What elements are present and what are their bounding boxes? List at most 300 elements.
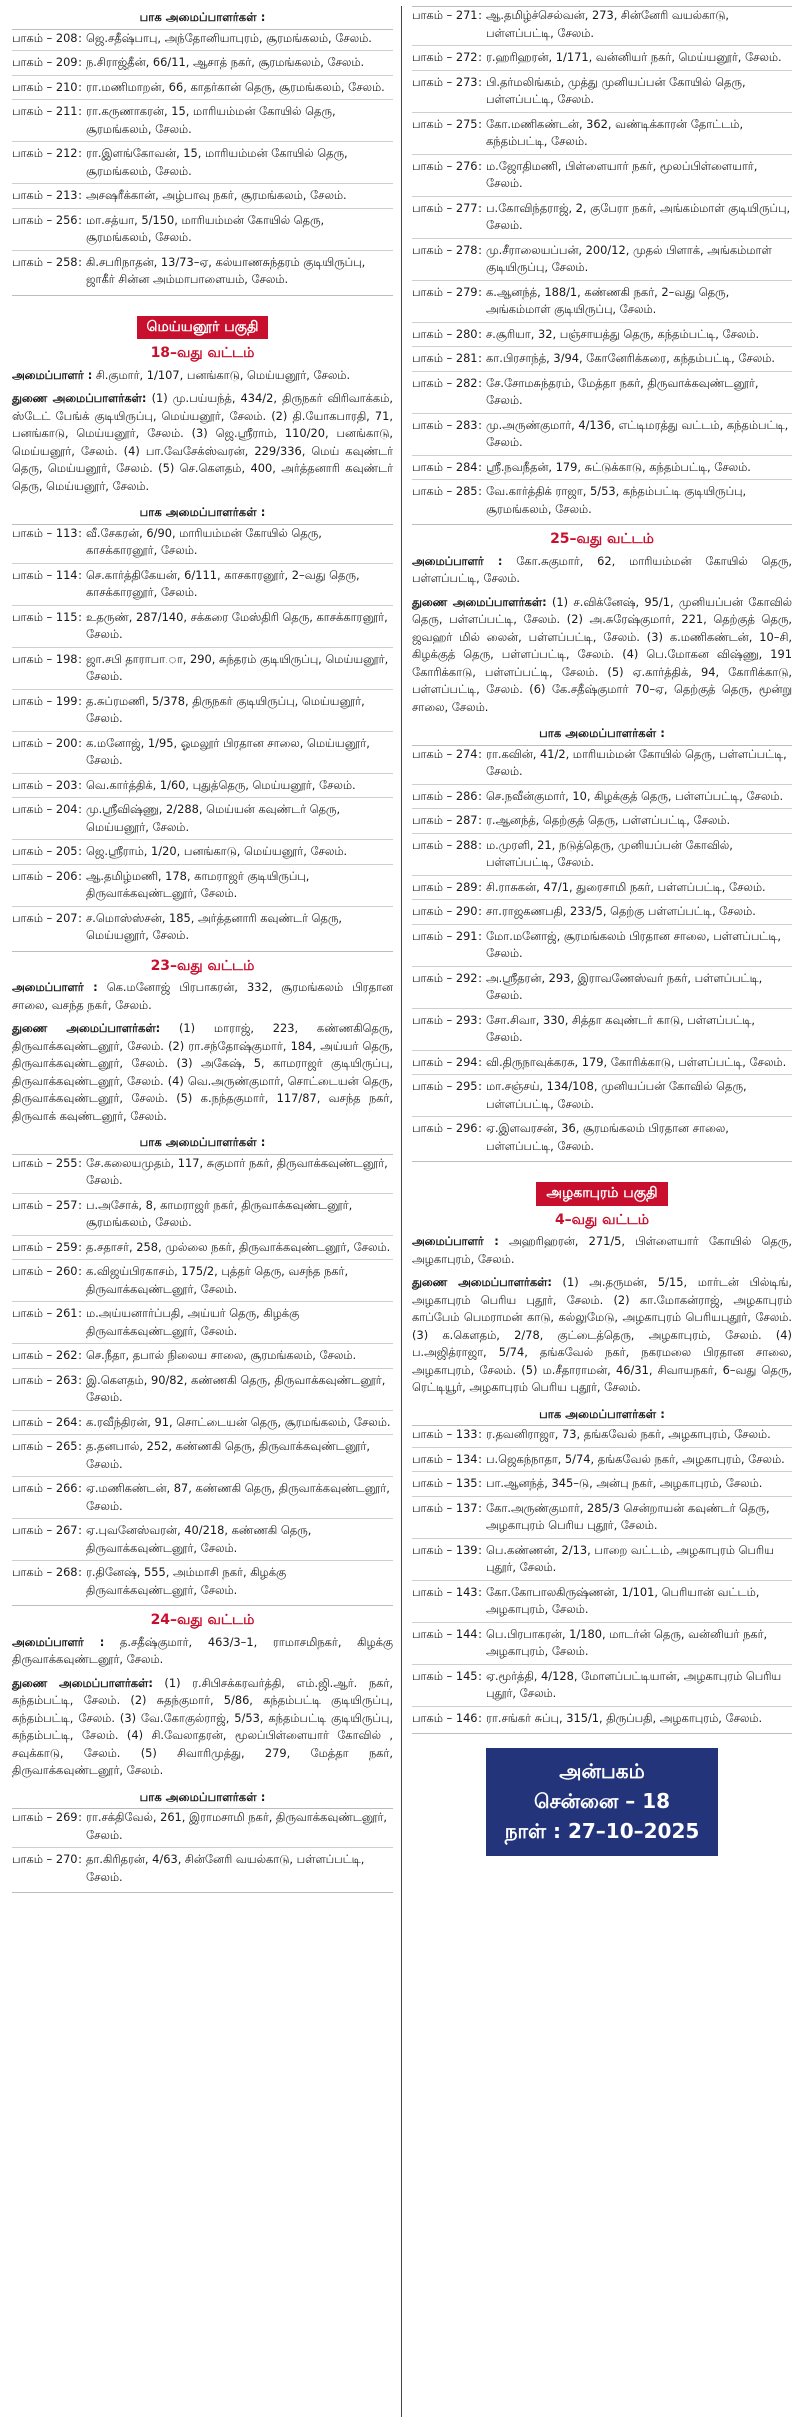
entry-row [412,284,792,323]
entry-row [412,459,792,481]
entry-colon: : [478,1079,482,1093]
deputies-paragraph [412,594,792,717]
entry-number: பாகம் – 139 [412,1542,478,1557]
entry-row [412,970,792,1009]
entry-text: ரா.இளங்கோவன், 15, மாரியம்மன் கோயில் தெரு, சூரமங்கலம், சேலம். [86,146,348,178]
entry-text: ச.சூரியா, 32, பஞ்சாயத்து தெரு, கந்தம்பட்டி, சேலம். [486,326,760,341]
entry-number: பாகம் – 284 [412,459,478,474]
entry-colon: : [478,50,482,64]
entry-colon: : [478,837,482,852]
footer-office: அன்பகம் [559,1759,645,1783]
entry-number: பாகம் – 208 [12,30,78,45]
entry-colon: : [478,788,482,803]
entry-number: பாகம் – 199 [12,693,78,708]
entry-text: சே.சோமசுந்தரம், மேத்தா நகர், திருவாக்கவுண்டனூர், சேலம். [486,375,759,407]
entry-text: இ.கௌதம், 90/82, கண்ணகி தெரு, திருவாக்கவுண்டனூர், சேலம். [86,1372,386,1404]
deputies-label: துணை அமைப்பாளர்கள்: [12,1021,161,1035]
entry-text: வே.கார்த்திக் ராஜா, 5/53, கந்தம்பட்டி குடியிருப்பு, சூரமங்கலம், சேலம். [486,484,747,516]
entry-number: பாகம் – 278 [412,242,478,257]
entry-number: பாகம் – 268 [12,1565,78,1579]
entry-text: அசஷரீக்கான், அழ்பாவு நகர், சூரமங்கலம், சேலம். [86,188,347,202]
entry-number: பாகம் – 259 [12,1239,78,1254]
entry-number: பாகம் – 204 [12,802,78,816]
entry-number: பாகம் – 211 [12,104,78,118]
entry-number: பாகம் – 291 [412,928,478,943]
entry-text: மு.சீராலையப்பன், 200/12, முதல் பிளாக், அங்கம்மாள் குடியிருப்பு, சேலம். [486,242,772,274]
organizer-text: த.சதீஷ்குமார், 463/3–1, ராமாசமிநகர், கிழக்கு திருவாக்கவுண்டனூர், சேலம். [12,1634,393,1666]
entry-list [412,745,792,1163]
entry-number: பாகம் – 270 [12,1852,78,1866]
entry-number: பாகம் – 272 [412,50,478,64]
organizer-label: அமைப்பாளர் : [412,553,503,568]
entry-text: சி.ராசுகன், 47/1, துரைசாமி நகர், பள்ளப்பட்டி, சேலம். [486,879,766,894]
entry-row [412,74,792,113]
entry-number: பாகம் – 293 [412,1012,478,1027]
entry-number: பாகம் – 265 [12,1439,78,1453]
entry-text: கா.பிரசாந்த், 3/94, கோனேரிக்கரை, கந்தம்பட்டி, சேலம். [486,351,775,365]
organizer-label: அமைப்பாளர் : [412,1234,499,1248]
entry-text: பெ.பிரபாகரன், 1/180, மாடர்ன் தெரு, வன்னியர் நகர், அழகாபுரம், சேலம். [486,1626,768,1658]
entry-list [12,1154,393,1607]
entry-row [12,843,393,865]
entry-text: ர.தவனிராஜா, 73, தங்கவேல் நகர், அழகாபுரம், சேலம். [486,1427,771,1441]
entry-text: ஏ.இளவரசன், 36, சூரமங்கலம் பிரதான சாலை, பள்ளப்பட்டி, சேலம். [486,1121,729,1153]
entry-row [412,200,792,239]
entry-text: ர.ஆனந்த், தெற்குத் தெரு, பள்ளப்பட்டி, சேலம். [486,813,731,827]
entry-colon: : [78,1565,82,1579]
entry-text: உதருண், 287/140, சக்கரை மேஸ்திரி தெரு, காசக்காரனூர், சேலம். [86,609,388,641]
entry-colon: : [478,484,482,498]
entry-row [12,735,393,774]
entry-row [12,651,393,690]
entry-colon: : [478,1476,482,1490]
entry-row [412,242,792,281]
organizer-label: அமைப்பாளர் : [12,1634,105,1649]
entry-text: க.விஜய்பிரகாசம், 175/2, புத்தர் தெரு, வசந்த நகர், திருவாக்கவுண்டனூர், சேலம். [86,1264,349,1296]
entry-number: பாகம் – 275 [412,116,478,131]
entry-number: பாகம் – 276 [412,158,478,173]
entry-number: பாகம் – 289 [412,879,478,894]
entry-row [412,903,792,925]
entry-number: பாகம் – 261 [12,1306,78,1320]
entry-number: பாகம் – 267 [12,1523,78,1537]
section-header: பாக அமைப்பாளர்கள் : [139,1789,266,1804]
right-column [402,6,792,2417]
ward-title: 24–வது வட்டம் [150,1612,255,1628]
entry-text: த.சுப்ரமணி, 5/378, திருநகர் குடியிருப்பு, மெய்யனூர், சேலம். [86,693,365,725]
entry-text: ரா.மணிமாறன், 66, காதர்கான் தெரு, சூரமங்கலம், சேலம். [86,79,385,94]
entry-text: கி.சபரிநாதன், 13/73–ஏ, கல்யாணசுந்தரம் குடியிருப்பு, ஜாகீர் சின்ன அம்மாபாளையம், சேலம். [86,254,366,286]
entry-colon: : [478,813,482,827]
entry-number: பாகம் – 294 [412,1054,478,1069]
entry-number: பாகம் – 277 [412,200,478,215]
organizer-text: கெ.மனோஜ் பிரபாகரன், 332, சூரமங்கலம் பிரதான சாலை, வசந்த நகர், சேலம். [12,980,393,1012]
entry-text: ப.கோவிந்தராஜ், 2, குபேரா நகர், அங்கம்மாள் குடியிருப்பு, சேலம். [486,200,791,232]
section-header: பாக அமைப்பாளர்கள் : [539,1406,665,1421]
entry-text: ப.ஜெகந்நாதா, 5/74, தங்கவேல் நகர், அழகாபுரம், சேலம். [486,1451,785,1466]
entry-row [12,801,393,840]
entry-colon: : [78,104,82,118]
organizer-text: சி.குமார், 1/107, பனங்காடு, மெய்யனூர், சேலம். [92,367,351,382]
entry-number: பாகம் – 274 [412,746,478,761]
entry-text: ம.அய்யனார்ப்பதி, அய்யர் தெரு, கிழக்கு திருவாக்கவுண்டனூர், சேலம். [86,1306,300,1338]
entry-number: பாகம் – 135 [412,1476,478,1490]
entry-number: பாகம் – 198 [12,651,78,666]
deputies-text: (1) அ.தருமன், 5/15, மார்டன் பில்டிங், அழகாபுரம் பெரிய புதூர், சேலம். (2) கா.மோகன்ராஜ், அழகாபுரம் காப்பேம் பெமராமன் காடு, கல்லுமேடு, அழகாபுரம் பெரியபுதூர், சேலம். (3) க.கௌதம், 2/78, குட்டைத்தெரு, அழகாபுரம், சேலம். (4) ப.அஜித்ராஜா, 5/74, தங்கவேல் நகர், நகரமலை பிரதான சாலை, அழகாபுரம், சேலம். (5) ம.சீதாராமன், 46/31, சிவாயநகர், 6–வது தெரு, ரெட்டியூர், அழகாபுரம் பெரிய புதூர், சேலம். [412,1275,792,1394]
entry-number: பாகம் – 286 [412,788,478,803]
entry-number: பாகம் – 279 [412,284,478,299]
entry-colon: : [478,1668,482,1683]
entry-text: பெ.கண்ணன், 2/13, பாறை வட்டம், அழகாபுரம் பெரிய புதூர், சேலம். [486,1542,774,1574]
region-heading: அழகாபுரம் பகுதி [536,1182,667,1206]
entry-colon: : [478,1626,482,1641]
entry-row [412,350,792,372]
entry-colon: : [478,158,482,173]
entry-colon: : [478,1451,482,1466]
entry-number: பாகம் – 115 [12,609,78,624]
entry-number: பாகம் – 290 [412,904,478,918]
entry-number: பாகம் – 146 [412,1710,478,1725]
entry-text: சே.கலையமுதம், 117, சுகுமார் நகர், திருவாக்கவுண்டனூர், சேலம். [86,1155,388,1187]
entry-colon: : [478,1427,482,1441]
deputies-text: (1) ச.விக்னேஷ், 95/1, முனியப்பன் கோவில் தெரு, பள்ளப்பட்டி, சேலம். (2) அ.சுரேஷ்குமார், 221, தெற்குத் தெரு, ஜவஹர் மில் லைன், பள்ளப்பட்டி, சேலம். (3) க.மணிகண்டன், 10–சி, கிழக்குத் தெரு, பள்ளப்பட்டி, சேலம். (4) பெ.மோகன விஷ்ணு, 191 கோரிக்காடு, பள்ளப்பட்டி, சேலம். (5) ஏ.கார்த்திக், 94, கோரிக்காடு, பள்ளப்பட்டி, சேலம். (6) கே.சதீஷ்குமார் 70–ஏ, தெற்குத் தெரு, மூன்று சாலை, சேலம். [412,594,792,714]
entry-number: பாகம் – 144 [412,1626,478,1641]
entry-row [12,1809,393,1848]
entry-number: பாகம் – 256 [12,212,78,227]
entry-row [412,49,792,71]
footer-city: சென்னை – 18 [533,1789,671,1813]
entry-text: ரா.கருணாகரன், 15, மாரியம்மன் கோயில் தெரு, சூரமங்கலம், சேலம். [86,104,336,136]
entry-row [12,1197,393,1236]
region-heading-wrap [12,316,393,340]
entry-colon: : [478,326,482,341]
entry-text: க.ரவீந்திரன், 91, சொட்டையன் தெரு, சூரமங்கலம், சேலம். [86,1414,391,1429]
entry-colon: : [478,1542,482,1557]
entry-row [12,868,393,907]
deputies-paragraph [12,1020,393,1125]
entry-text: வி.திருநாவுக்கரசு, 179, கோரிக்காடு, பள்ளப்பட்டி, சேலம். [486,1054,787,1069]
entry-text: ரா.கவின், 41/2, மாரியம்மன் கோயில் தெரு, பள்ளப்பட்டி, சேலம். [486,746,787,778]
organizer-paragraph [12,979,393,1014]
entry-colon: : [78,1852,82,1866]
footer-date: நாள் : 27–10–2025 [504,1819,700,1843]
entry-colon: : [478,1710,482,1725]
entry-colon: : [478,417,482,432]
entry-number: பாகம் – 137 [412,1500,478,1515]
entry-colon: : [78,868,82,883]
entry-row [12,1263,393,1302]
entry-row [12,1522,393,1561]
entry-row [412,1475,792,1497]
entry-text: ஆ.தமிழ்ச்செல்வன், 273, சின்னேரி வயல்காடு, பள்ளப்பட்டி, சேலம். [486,8,729,40]
entry-colon: : [78,1306,82,1320]
ward-title: 4–வது வட்டம் [554,1211,650,1228]
entry-number: பாகம் – 143 [412,1584,478,1599]
entry-colon: : [478,1584,482,1599]
entry-number: பாகம் – 287 [412,813,478,827]
entry-colon: : [78,651,82,666]
entry-number: பாகம் – 200 [12,735,78,750]
deputies-label: துணை அமைப்பாளர்கள்: [412,1275,552,1289]
entry-row [412,1668,792,1707]
entry-text: பி.தர்மலிங்கம், முத்து முனியப்பன் கோயில் தெரு, பள்ளப்பட்டி, சேலம். [486,74,746,106]
entry-text: ரா.சக்திவேல், 261, இராமசாமி நகர், திருவாக்கவுண்டனூர், சேலம். [86,1810,388,1842]
entry-text: ஏ.புவனேஸ்வரன், 40/218, கண்ணகி தெரு, திருவாக்கவுண்டனூர், சேலம். [86,1523,312,1555]
entry-row [12,254,393,292]
entry-text: கோ.மணிகண்டன், 362, வண்டிக்காரன் தோட்டம், கந்தம்பட்டி, சேலம். [486,116,744,148]
entry-list [12,1808,393,1893]
deputies-text: (1) மாராஜ், 223, கண்ணகிதெரு, திருவாக்கவுண்டனூர், சேலம். (2) ரா.சந்தோஷ்குமார், 184, அய்யர் தெரு, திருவாக்கவுண்டனூர், சேலம். (3) அகேஷ், 5, காமராஜர் குடியிருப்பு, திருவாக்கவுண்டனூர், சேலம். (4) வெ.அருண்குமார், சொட்டையன் தெரு, திருவாக்கவுண்டனூர், சேலம். (5) க.நந்தகுமார், 117/87, வசந்த நகர், திருவாக் கவுண்டனூர், சேலம். [12,1021,393,1123]
entry-colon: : [78,1439,82,1453]
entry-colon: : [78,30,82,45]
entry-row [12,54,393,76]
entry-colon: : [78,525,82,540]
organizer-paragraph [12,367,393,385]
entry-colon: : [478,904,482,918]
entry-text: த.சதாசர், 258, முல்லை நகர், திருவாக்கவுண்டனூர், சேலம். [86,1239,391,1254]
entry-number: பாகம் – 285 [412,484,478,498]
entry-text: ஜெ.சதீஷ்பாபு, அந்தோனியாபுரம், சூரமங்கலம், சேலம். [86,30,372,45]
entry-row [12,1564,393,1602]
entry-colon: : [478,116,482,131]
deputies-label: துணை அமைப்பாளர்கள்: [412,594,547,609]
entry-number: பாகம் – 288 [412,837,478,852]
entry-row [12,79,393,101]
organizer-paragraph [412,1233,792,1268]
entry-text: ஸ்ரீ.நவநீதன், 179, சுட்டுக்காடு, கந்தம்பட்டி, சேலம். [486,459,751,474]
entry-colon: : [478,375,482,390]
entry-number: பாகம் – 281 [412,351,478,365]
entry-number: பாகம் – 113 [12,525,78,540]
entry-number: பாகம் – 266 [12,1481,78,1495]
entry-number: பாகம் – 206 [12,868,78,883]
entry-colon: : [78,802,82,816]
entry-text: த.தனபால், 252, கண்ணகி தெரு, திருவாக்கவுண்டனூர், சேலம். [86,1439,370,1471]
entry-row [412,1054,792,1076]
entry-text: அ.ஸ்ரீதரன், 293, இராவணேஸ்வர் நகர், பள்ளப்பட்டி, சேலம். [486,970,763,1002]
entry-row [412,746,792,785]
entry-row [412,375,792,414]
entry-text: ரா.சங்கர் சுப்பு, 315/1, திருப்பதி, அழகாபுரம், சேலம். [486,1710,763,1725]
entry-number: பாகம் – 133 [412,1427,478,1441]
entry-colon: : [478,1121,482,1135]
entry-row [412,1426,792,1448]
entry-colon: : [478,928,482,943]
left-column [12,6,402,2417]
entry-number: பாகம் – 263 [12,1372,78,1387]
entry-colon: : [78,1348,82,1362]
ward-title: 25–வது வட்டம் [550,531,654,547]
entry-row [12,1851,393,1889]
entry-text: வீ.சேகரன், 6/90, மாரியம்மன் கோயில் தெரு, காசக்காரனூர், சேலம். [86,525,322,557]
entry-colon: : [78,55,82,69]
deputies-paragraph [12,1675,393,1780]
entry-text: மோ.மனோஜ், சூரமங்கலம் பிரதான சாலை, பள்ளப்பட்டி, சேலம். [486,928,782,960]
entry-colon: : [478,746,482,761]
entry-number: பாகம் – 203 [12,777,78,792]
entry-row [12,212,393,251]
entry-row [12,910,393,948]
entry-text: சோ.சிவா, 330, சித்தா கவுண்டர் காடு, பள்ளப்பட்டி, சேலம். [486,1012,755,1044]
entry-row [412,1012,792,1051]
entry-text: ப.அசோக், 8, காமராஜர் நகர், திருவாக்கவுண்டனூர், சூரமங்கலம், சேலம். [86,1197,353,1229]
entry-colon: : [78,609,82,624]
entry-number: பாகம் – 262 [12,1348,78,1362]
entry-colon: : [478,351,482,365]
entry-text: கோ.அருண்குமார், 285/3 சென்றாயன் கவுண்டர் தெரு, அழகாபுரம் பெரிய புதூர், சேலம். [486,1500,770,1532]
entry-row [12,609,393,648]
entry-text: மு.அருண்குமார், 4/136, எட்டிமரத்து வட்டம், கந்தம்பட்டி, சேலம். [486,417,789,449]
deputies-paragraph [12,390,393,495]
entry-colon: : [478,1012,482,1027]
entry-row [412,879,792,901]
section-header: பாக அமைப்பாளர்கள் : [139,10,266,24]
entry-colon: : [478,8,482,22]
entry-colon: : [78,1155,82,1170]
section-header: பாக அமைப்பாளர்கள் : [139,1135,266,1149]
entry-row [412,1584,792,1623]
entry-text: ந.சிராஜ்தீன், 66/11, ஆசாத் நகர், சூரமங்கலம், சேலம். [86,55,365,69]
entry-number: பாகம் – 282 [412,375,478,390]
deputies-paragraph [412,1274,792,1397]
entry-text: ஆ.தமிழ்மணி, 178, காமராஜர் குடியிருப்பு, திருவாக்கவுண்டனூர், சேலம். [86,868,310,900]
entry-list [412,1425,792,1734]
entry-number: பாகம் – 145 [412,1668,478,1683]
organizer-text: அஹரிஹரன், 271/5, பிள்ளையார் கோயில் தெரு, அழகாபுரம், சேலம். [412,1234,792,1266]
entry-row [12,103,393,142]
entry-row [12,1438,393,1477]
entry-row [12,693,393,732]
entry-row [12,1372,393,1411]
entry-row [412,326,792,348]
entry-colon: : [78,567,82,582]
entry-row [412,158,792,197]
entry-number: பாகம் – 269 [12,1810,78,1824]
entry-row [12,567,393,606]
entry-row [412,788,792,810]
entry-row [412,116,792,155]
entry-number: பாகம் – 210 [12,79,78,94]
entry-number: பாகம் – 134 [412,1451,478,1466]
entry-text: வெ.கார்த்திக், 1/60, புதுத்தெரு, மெய்யனூர், சேலம். [86,777,356,792]
entry-text: க.மனோஜ், 1/95, ஓமலூர் பிரதான சாலை, மெய்யனூர், சேலம். [86,735,370,767]
entry-colon: : [78,1810,82,1824]
entry-colon: : [78,79,82,94]
entry-number: பாகம் – 213 [12,188,78,202]
entry-text: ர.தினேஷ், 555, அம்மாசி நகர், கிழக்கு திருவாக்கவுண்டனூர், சேலம். [86,1565,287,1597]
organizer-paragraph [12,1634,393,1669]
entry-colon: : [478,74,482,89]
entry-row [412,1500,792,1539]
entry-colon: : [78,1481,82,1495]
section-header: பாக அமைப்பாளர்கள் : [139,505,266,519]
entry-number: பாகம் – 264 [12,1414,78,1429]
region-heading: மெய்யனூர் பகுதி [137,316,269,340]
entry-text: மா.சத்யா, 5/150, மாரியம்மன் கோயில் தெரு, சூரமங்கலம், சேலம். [86,212,325,244]
entry-row [12,1155,393,1194]
entry-text: ச.மொஸ்ஸ்சன், 185, அர்த்தனாரி கவுண்டர் தெரு, மெய்யனூர், சேலம். [86,910,343,942]
entry-row [412,1120,792,1158]
entry-text: செ.கார்த்திகேயன், 6/111, காசகாரனூர், 2–வது தெரு, காசக்காரனூர், சேலம். [86,567,360,599]
entry-text: ஏ.மூர்த்தி, 4/128, மோளப்பட்டியான், அழகாபுரம் பெரிய புதூர், சேலம். [486,1668,782,1700]
entry-colon: : [78,212,82,227]
entry-text: ஜெ.ஸ்ரீராம், 1/20, பனங்காடு, மெய்யனூர், சேலம். [86,844,348,858]
entry-text: ஜா.சபி தாராபா.ா, 290, சுந்தரம் குடியிருப்பு, மெய்யனூர், சேலம். [86,651,389,683]
ward-title: 18–வது வட்டம் [150,345,255,361]
deputies-label: துணை அமைப்பாளர்கள்: [12,391,147,405]
entry-row [412,837,792,876]
entry-colon: : [78,777,82,792]
entry-row [12,145,393,184]
entry-number: பாகம் – 292 [412,970,478,985]
entry-row [412,7,792,46]
entry-text: செ.நவீன்குமார், 10, கிழக்குத் தெரு, பள்ளப்பட்டி, சேலம். [486,788,784,803]
entry-text: மா.சஞ்சய், 134/108, முனியப்பன் கோவில் தெரு, பள்ளப்பட்டி, சேலம். [486,1079,747,1111]
entry-text: ம.ஜோதிமணி, பிள்ளையார் நகர், மூலப்பிள்ளையார், சேலம். [486,158,758,190]
entry-colon: : [78,254,82,269]
entry-colon: : [478,970,482,985]
section-header: பாக அமைப்பாளர்கள் : [539,726,665,740]
entry-list [12,29,393,296]
entry-text: ர.ஹரிஹரன், 1/171, வன்னியர் நகர், மெய்யனூர், சேலம். [486,50,782,64]
entry-colon: : [478,879,482,894]
entry-row [12,187,393,209]
entry-number: பாகம் – 212 [12,146,78,160]
entry-colon: : [478,284,482,299]
organizer-paragraph [412,553,792,588]
entry-colon: : [478,1500,482,1515]
entry-colon: : [78,146,82,160]
ward-title: 23–வது வட்டம் [150,957,255,974]
entry-row [12,1239,393,1261]
entry-row [12,1414,393,1436]
entry-text: செ.நீதா, தபால் நிலைய சாலை, சூரமங்கலம், சேலம். [86,1348,357,1362]
entry-colon: : [478,1054,482,1069]
region-heading-wrap [412,1182,792,1206]
deputies-text: (1) ர.சிபிசக்கரவர்த்தி, எம்.ஜி.ஆர். நகர், கந்தம்பட்டி, சேலம். (2) சுதந்குமார், 5/86, கந்தம்பட்டி குடியிருப்பு, கந்தம்பட்டி, சேலம். (3) வே.கோகுல்ராஜ், 5/53, கந்தம்பட்டி குடியிருப்பு, கந்தம்பட்டி, சேலம். (4) சி.வேலாதரன், மூலப்பிள்ளையார் கோவில் , சவுக்காடு, சேலம். (5) சிவாரிமுத்து, 279, மேத்தா நகர், திருவாக்கவுண்டனூர், சேலம். [12,1675,393,1777]
entry-number: பாகம் – 296 [412,1121,478,1135]
entry-number: பாகம் – 283 [412,417,478,432]
entry-text: தா.கிரிதரன், 4/63, சின்னேரி வயல்காடு, பள்ளப்பட்டி, சேலம். [86,1852,365,1884]
entry-row [412,812,792,834]
entry-text: சா.ராஜகணபதி, 233/5, தெற்கு பள்ளப்பட்டி, சேலம். [486,904,756,918]
entry-colon: : [78,1264,82,1278]
entry-number: பாகம் – 258 [12,254,78,269]
entry-row [12,1347,393,1369]
entry-row [412,1451,792,1473]
entry-colon: : [478,200,482,215]
entry-number: பாகம் – 114 [12,567,78,582]
entry-colon: : [78,1523,82,1537]
entry-row [12,1305,393,1344]
entry-colon: : [78,735,82,750]
entry-colon: : [78,1197,82,1212]
entry-row [412,1542,792,1581]
entry-number: பாகம் – 205 [12,844,78,858]
entry-row [412,1710,792,1731]
organizer-text: கோ.சுகுமார், 62, மாரியம்மன் கோயில் தெரு, பள்ளப்பட்டி, சேலம். [412,553,793,585]
entry-number: பாகம் – 257 [12,1197,78,1212]
footer-issuer-box [486,1748,718,1856]
entry-row [412,1078,792,1117]
entry-number: பாகம் – 280 [412,326,478,341]
entry-text: கோ.கோபாலகிருஷ்ணன், 1/101, பெரியான் வட்டம், அழகாபுரம், சேலம். [486,1584,760,1616]
entry-row [12,525,393,564]
entry-colon: : [78,1239,82,1254]
deputies-text: (1) மு.பய்யந்த், 434/2, திருநகர் விரிவாக்கம், ஸ்டேட் பேங்க் குடியிருப்பு, மெய்யனூர், சேலம். (2) தி.யோகபாரதி, 71, பனங்காடு, மெய்யனூர், சேலம். (3) ஜெ.ஸ்ரீராம், 110/20, பனங்காடு, மெய்யனூர், சேலம். (4) பா.வேசேக்ஸ்வரன், 229/336, மெய் கவுண்டர் தெரு, மெய்யனூர், சேலம். (5) செ.கௌதம், 400, அர்த்தனாரி கவுண்டர் தெரு, மெய்யனூர், சேலம். [12,391,393,493]
entry-row [12,30,393,52]
entry-row [412,928,792,967]
